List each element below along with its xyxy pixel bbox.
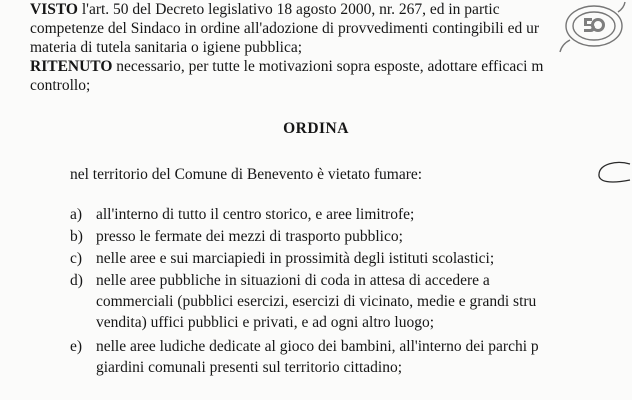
visto-keyword: VISTO: [30, 1, 78, 18]
item-text: presso le fermate dei mezzi di trasporto pubblico;: [96, 228, 403, 245]
channel-logo-icon: [556, 0, 626, 56]
ritenuto-line-1: [30, 58, 543, 76]
ritenuto-text: necessario, per tutte le motivazioni sopra esposte, adottare efficaci m: [116, 58, 544, 75]
list-item-c: [70, 250, 632, 268]
list-item-e: [70, 338, 632, 356]
visto-line-1: [30, 1, 500, 19]
list-item-d: [70, 272, 632, 290]
item-letter: c): [70, 250, 83, 267]
item-letter: e): [70, 338, 83, 355]
list-item-b: [70, 228, 632, 246]
item-letter: d): [70, 272, 83, 289]
visto-text: l'art. 50 del Decreto legislativo 18 agosto 2000, nr. 267, ed in partic: [81, 1, 500, 18]
item-text: nelle aree e sui marciapiedi in prossimità degli istituti scolastici;: [96, 250, 495, 267]
ritenuto-keyword: RITENUTO: [30, 58, 113, 75]
item-e-continuation-1: giardini comunali presenti sul territorio cittadino;: [96, 359, 403, 376]
visto-line-3: materia di tutela sanitaria o igiene pubblica;: [30, 39, 303, 56]
item-text: all'interno di tutto il centro storico, e aree limitrofe;: [96, 206, 415, 223]
ordina-heading: ORDINA: [283, 120, 349, 137]
item-text: nelle aree pubbliche in situazioni di coda in attesa di accedere a: [96, 272, 490, 289]
item-letter: b): [70, 228, 83, 245]
list-item-a: [70, 206, 632, 224]
item-text: nelle aree ludiche dedicate al gioco dei bambini, all'interno dei parchi p: [96, 338, 539, 355]
ritenuto-line-2: controllo;: [30, 77, 91, 94]
visto-line-2: competenze del Sindaco in ordine all'adozione di provvedimenti contingibili ed ur: [30, 20, 539, 37]
handwritten-mark-icon: [596, 158, 632, 188]
item-d-continuation-1: commerciali (pubblici esercizi, esercizi di vicinato, medie e grandi stru: [96, 293, 537, 310]
item-d-continuation-2: vendita) uffici pubblici e privati, e ad ogni altro luogo;: [96, 314, 435, 331]
intro-line: nel territorio del Comune di Benevento è vietato fumare:: [70, 166, 423, 183]
item-letter: a): [70, 206, 83, 223]
